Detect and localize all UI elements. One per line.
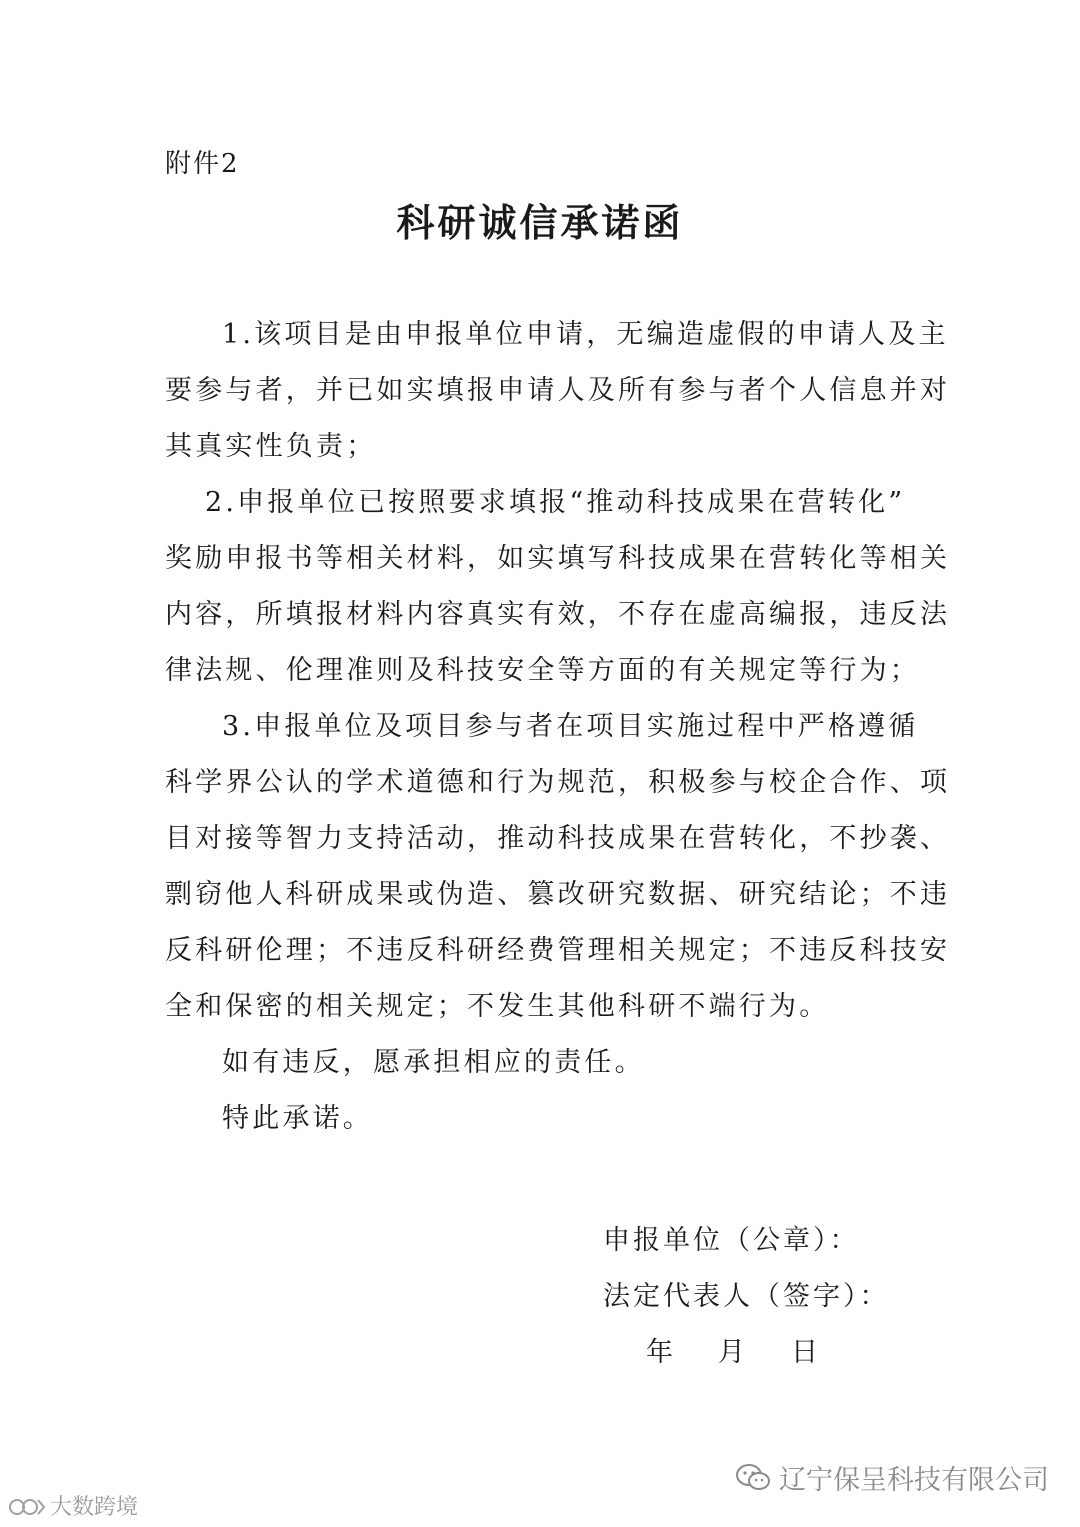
body-line: 要参与者，并已如实填报申请人及所有参与者个人信息并对: [165, 375, 951, 406]
watermark-left-text: 大数跨境: [50, 1495, 139, 1520]
body-line: 目对接等智力支持活动，推动科技成果在营转化，不抄袭、: [165, 823, 951, 854]
signature-unit-label: 申报单位（公章）：: [603, 1225, 860, 1256]
wechat-icon: [735, 1463, 771, 1493]
body-line: 其真实性负责；: [165, 431, 377, 462]
date-month: 月: [718, 1337, 745, 1368]
body-line: 内容，所填报材料内容真实有效，不存在虚高编报，违反法: [165, 599, 951, 630]
watermark-left: [8, 1490, 138, 1521]
body-line: 剽窃他人科研成果或伪造、篡改研究数据、研究结论；不违: [165, 879, 951, 910]
watermark-right: [735, 1458, 1049, 1497]
big-data-logo-icon: [8, 1495, 46, 1517]
body-line: 1.该项目是由申报单位申请，无编造虚假的申请人及主: [222, 319, 949, 350]
body-line: 奖励申报书等相关材料，如实填写科技成果在营转化等相关: [165, 543, 951, 574]
attachment-label: 附件2: [165, 149, 240, 179]
body-line: 科学界公认的学术道德和行为规范，积极参与校企合作、项: [165, 767, 951, 798]
body-line: 律法规、伦理准则及科技安全等方面的有关规定等行为；: [165, 655, 920, 686]
body-line: 2.申报单位已按照要求填报“推动科技成果在营转化”: [205, 487, 906, 518]
page-title: 科研诚信承诺函: [396, 200, 684, 245]
body-line: 全和保密的相关规定；不发生其他科研不端行为。: [165, 991, 830, 1022]
body-line: 特此承诺。: [222, 1103, 373, 1134]
date-year: 年: [646, 1337, 673, 1368]
date-day: 日: [791, 1337, 818, 1368]
body-line: 反科研伦理；不违反科研经费管理相关规定；不违反科技安: [165, 935, 951, 966]
watermark-right-text: 辽宁保呈科技有限公司: [779, 1465, 1049, 1496]
body-line: 3.申报单位及项目参与者在项目实施过程中严格遵循: [222, 711, 919, 742]
signature-rep-label: 法定代表人（签字）：: [603, 1281, 890, 1312]
body-line: 如有违反，愿承担相应的责任。: [222, 1047, 645, 1078]
